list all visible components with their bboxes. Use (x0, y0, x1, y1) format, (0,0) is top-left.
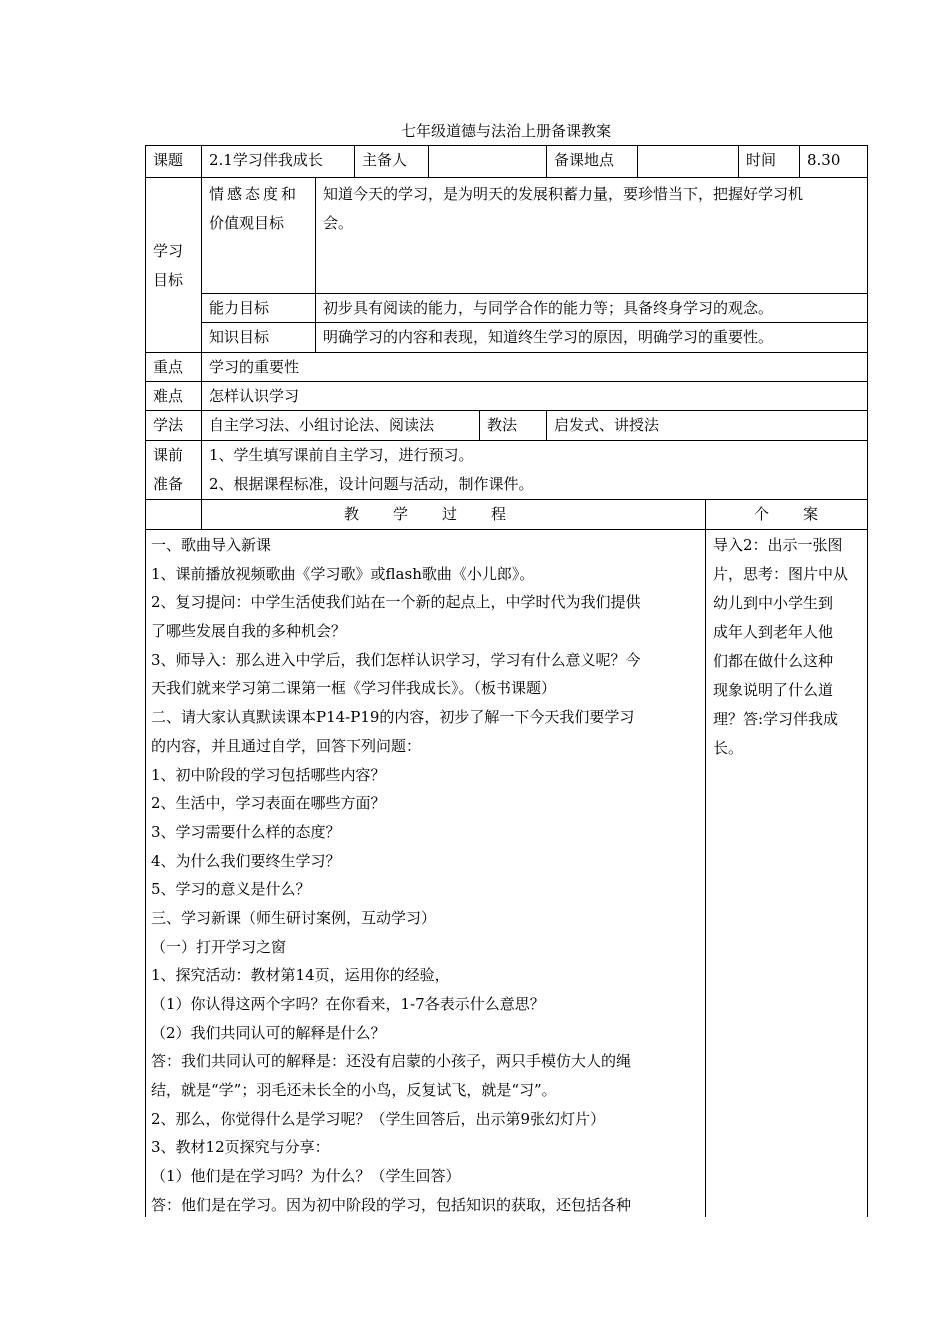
process-line: 的内容，并且通过自学，回答下列问题： (151, 736, 422, 755)
learning-methods: 自主学习法、小组讨论法、阅读法 (209, 416, 435, 434)
attitude-text-line2: 会。 (323, 214, 354, 232)
process-content (151, 531, 641, 1220)
attitude-label-line1: 情感态度和 (209, 185, 300, 203)
process-line: 答：我们共同认可的解释是：还没有启蒙的小孩子，两只手模仿大人的绳 (151, 1052, 632, 1071)
process-line: 3、教材12页探究与分享： (151, 1138, 330, 1157)
process-line: 了哪些发展自我的多种机会？ (151, 622, 347, 641)
ability-label: 能力目标 (209, 299, 270, 317)
knowledge-text: 明确学习的内容和表现，知道终生学习的原因，明确学习的重要性。 (323, 328, 774, 346)
preparer-label: 主备人 (362, 151, 408, 169)
objectives-label-line1: 学习 (153, 242, 184, 260)
topic-value: 2.1学习伴我成长 (209, 151, 323, 169)
time-label: 时间 (746, 151, 777, 169)
process-line: 2、复习提问：中学生活使我们站在一个新的起点上，中学时代为我们提供 (151, 593, 641, 612)
process-line: 2、生活中，学习表面在哪些方面？ (151, 794, 386, 813)
process-line: 4、为什么我们要终生学习？ (151, 851, 341, 870)
difficulty-text: 怎样认识学习 (209, 387, 300, 405)
notes-line: 理？答:学习伴我成 (713, 710, 839, 728)
notes-line: 们都在做什么这种 (713, 652, 834, 670)
teaching-label: 教法 (487, 416, 518, 434)
process-line: 答：他们是在学习。因为初中阶段的学习，包括知识的获取，还包括各种 (151, 1195, 632, 1214)
objectives-label-line2: 目标 (153, 271, 184, 289)
process-header: 教学过程 (343, 505, 540, 523)
notes-line: 成年人到老年人他 (713, 623, 834, 641)
notes-line: 现象说明了什么道 (713, 681, 834, 699)
document-title: 七年级道德与法治上册备课教案 (400, 122, 611, 140)
preparation-label-line2: 准备 (153, 475, 184, 493)
process-line: 3、师导入：那么进入中学后，我们怎样认识学习，学习有什么意义呢？今 (151, 650, 641, 669)
process-line: 2、那么，你觉得什么是学习呢？（学生回答后，出示第9张幻灯片） (151, 1109, 606, 1128)
key-point-text: 学习的重要性 (209, 358, 300, 376)
process-line: （一）打开学习之窗 (151, 937, 287, 956)
process-line: 1、初中阶段的学习包括哪些内容？ (151, 765, 386, 784)
preparation-item: 2、根据课程标准，设计问题与活动，制作课件。 (209, 475, 534, 493)
location-label: 备课地点 (554, 151, 615, 169)
notes-line: 幼儿到中小学生到 (713, 594, 834, 612)
methods-label: 学法 (153, 416, 184, 434)
process-line: （2）我们共同认可的解释是什么？ (151, 1023, 386, 1042)
knowledge-label: 知识目标 (209, 328, 270, 346)
key-point-label: 重点 (153, 358, 184, 376)
topic-label: 课题 (153, 151, 184, 169)
notes-line: 导入2：出示一张图 (713, 536, 843, 554)
process-line: 一、歌曲导入新课 (151, 536, 272, 554)
difficulty-label: 难点 (153, 387, 184, 405)
process-line: 5、学习的意义是什么？ (151, 880, 311, 899)
process-line: 1、课前播放视频歌曲《学习歌》或flash歌曲《小儿郎》。 (151, 564, 535, 583)
process-line: （1）你认得这两个字吗？在你看来，1-7各表示什么意思？ (151, 995, 545, 1013)
attitude-label-line2: 价值观目标 (209, 214, 285, 232)
process-line: 1、探究活动：教材第14页，运用你的经验， (151, 966, 450, 985)
notes-line: 长。 (713, 739, 744, 757)
process-line: 三、学习新课（师生研讨案例，互动学习） (151, 908, 437, 927)
notes-content (713, 531, 848, 763)
notes-line: 片，思考：图片中从 (713, 565, 849, 583)
process-line: （1）他们是在学习吗？为什么？（学生回答） (151, 1167, 461, 1186)
preparation-item: 1、学生填写课前自主学习，进行预习。 (209, 446, 474, 464)
notes-header: 个案 (753, 505, 852, 523)
process-line: 二、请大家认真默读课本P14-P19的内容，初步了解一下今天我们要学习 (151, 708, 635, 727)
attitude-text-line1: 知道今天的学习，是为明天的发展积蓄力量，要珍惜当下，把握好学习机 (323, 185, 804, 203)
preparation-label-line1: 课前 (153, 446, 184, 464)
process-line: 结，就是“学”；羽毛还未长全的小鸟，反复试飞，就是“习”。 (151, 1081, 557, 1100)
time-value: 8.30 (807, 151, 841, 169)
process-line: 天我们就来学习第二课第一框《学习伴我成长》。（板书课题） (151, 679, 557, 698)
ability-text: 初步具有阅读的能力，与同学合作的能力等；具备终身学习的观念。 (323, 299, 774, 317)
process-line: 3、学习需要什么样的态度？ (151, 822, 341, 841)
teaching-methods: 启发式、讲授法 (554, 416, 660, 434)
